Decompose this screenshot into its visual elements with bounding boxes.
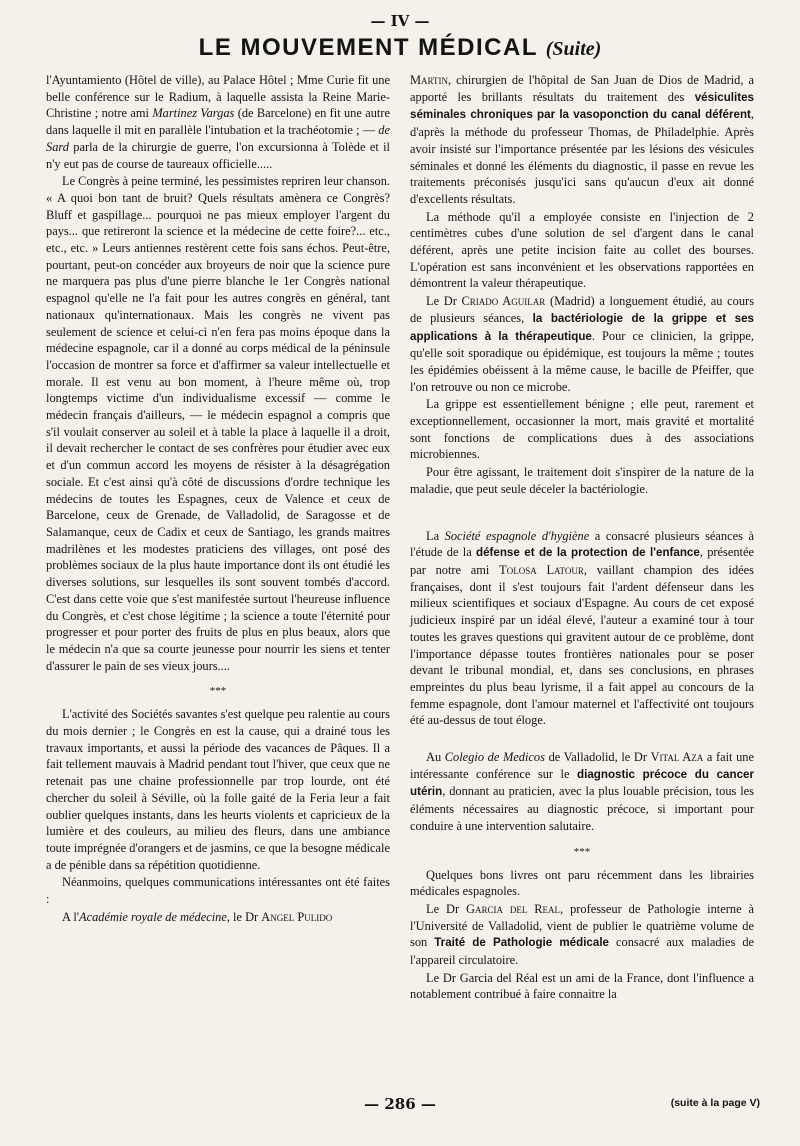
spacer xyxy=(410,729,754,749)
text: , le Dr xyxy=(226,909,262,924)
spacer xyxy=(410,498,754,528)
text: (de Barcelone) en fit une autre dans laquelle il mit en parallèle l'intubation et la trachéotomie ; — xyxy=(46,106,390,138)
title-text: LE MOUVEMENT MÉDICAL xyxy=(198,34,538,61)
institution-name: Colegio de Medicos xyxy=(444,750,545,765)
person-name: Vital Aza xyxy=(650,750,704,765)
paragraph xyxy=(410,901,754,969)
book-title: Traité de Pathologie médicale xyxy=(434,936,609,950)
text: , d'après la méthode du professeur Thomas, de Philadelphie. Après avoir insisté sur l'importance présentée par les lésions des vésicules séminales et donné les éléments du diagnostic, il passe en revue les traitements préconisés jusqu'ici sans qu'aucun d'eux ait donné d'excellents résultats. xyxy=(410,107,754,206)
text: consacré aux maladies de l'appareil circulatoire. xyxy=(410,935,755,968)
text: parla de la chirurgie de guerre, l'on excursionna à Tolède et il n'y eut pas de course de taureaux officielle..... xyxy=(46,139,390,171)
person-name: Tolosa Latour xyxy=(499,562,584,577)
paragraph xyxy=(410,528,754,729)
topic-title: la bactériologie de la grippe et ses applications à la thérapeutique xyxy=(410,311,754,343)
continuation-note: (suite à la page V) xyxy=(670,1097,760,1109)
text: , donnant au praticien, avec la plus louable précision, tous les éléments nécessaires au diagnostic précoce, si important pour conduire à une intervention salutaire. xyxy=(410,784,754,833)
person-name: de Sard xyxy=(46,123,390,154)
text: A l' xyxy=(62,909,80,924)
text: de Valladolid, le Dr xyxy=(544,750,651,765)
text: (Madrid) a longuement étudié, au cours de plusieurs séances, xyxy=(410,294,755,325)
text: , présentée par notre ami xyxy=(410,545,754,577)
text: a fait une intéressante conférence sur le xyxy=(410,750,754,781)
text: , vaillant champion des idées françaises, dont il s'est toujours fait l'ardent défenseur dans les milieux scientifiques et sociaux d'Espagne. Au cours de cet exposé judicieux inspiré par un idéal élevé, l'auteur a examiné tour à tour toutes les graves questions qui gravitent autour de ce problème, dont l'importance dépasse toutes frontières nationales pour se poser devant le tribunal mondial, et, dans ses conclusions, en phrases empreintes du plus beau lyrisme, il a fait appel au concours de la femme espagnole, dont l'amour maternel et l'affectivité ont toujours été au-dessus de tout éloge. xyxy=(410,562,754,728)
text: , professeur de Pathologie interne à l'Université de Valladolid, vient de publier le quatrième volume de son xyxy=(410,901,754,950)
paragraph: Le Congrès à peine terminé, les pessimistes repriren leur chanson. « A quoi bon tant de bruit? Quels résultats amènera ce Congrès? Bluff et gaspillage... pourquoi ne pas mieux employer l'argent du pays... que retireront la science et la médecine de cette foire?... etc., etc., etc. » Leurs antiennes restèrent cette fois sans échos. Peut-être, pourtant, peut-on concéder aux broyeurs de noir que la science pure ne marquera pas plus d'une pierre blanche le 1er Congrès national espagnol qu'elle ne l'a fait pour les autres congrès en général, tant nationaux qu'internationaux. Mais les congrès ne vivent pas seulement de science et celui-ci n'en fera pas moins époque dans la médecine espagnole, car il a donné au corps médical de la péninsule l'occasion de montrer sa force et d'affirmer sa valeur intellectuelle et morale. Il est venu au bon moment, à l'heure même où, trop longtemps victime d'un individualisme excessif — comme le médecin français d'ailleurs, — le médecin espagnol a compris que s'il voulait conserver au soleil et à table la place à laquelle il a droit, il devait rechercher le contact de ses confrères pour étudier avec eux et d'un commun accord les moyens de résister à la désagrégation sociale. Et c'est ainsi qu'à côté de discussions d'ordre technique les médecins de toutes les Espagnes, ceux de Valence et ceux de Barcelone, ceux de Grenade, de Valladolid, de Saragosse et de Salamanque, ceux de Cadix et ceux de Santiago, les grands maitres madrilènes et les modestes praticiens des villages, ont posé des problèmes sociaux de la plus haute importance dont ils ont étudié les diverses solutions, sur lesquelles ils sont souvent tombés d'accord. C'est dans cette voie que s'est manifestée surtout l'heureuse influence du Congrès, et c'est chose légitime ; la science a toute l'éternité pour progresser et pour porter des fruits de plus en plus beaux, alors que le médecin n'a que sa courte jeunesse pour nourrir les siens et tenter d'assurer le pain de ses vieux jours.... xyxy=(46,174,390,673)
paragraph: La méthode qu'il a employée consiste en l'injection de 2 centimètres cubes d'une solution de sel d'argent dans le canal déférent, après une petite incision faite au collet des bourses. L'opération est sans inconvénient et les observations rapportées en démontrent la valeur thérapeutique. xyxy=(410,209,754,291)
text: a consacré plusieurs séances à l'étude de la xyxy=(410,528,754,560)
paragraph: Le Dr Garcia del Réal est un ami de la France, dont l'influence a notablement contribué à faire connaitre la xyxy=(410,970,754,1002)
topic-title: vésiculites séminales chroniques par la vasoponction du canal déférent xyxy=(410,90,754,122)
section-separator: *** xyxy=(573,845,591,858)
paragraph: La grippe est essentiellement bénigne ; elle peut, rarement et exceptionnellement, occasionner la mort, mais gravité et mortalité sont fonctions de complications dues à des associations microbiennes. xyxy=(410,397,754,462)
paragraph: Pour être agissant, le traitement doit s'inspirer de la nature de la maladie, que peut seule déceler la bactériologie. xyxy=(410,465,754,496)
page-title xyxy=(0,34,800,62)
text: Le Dr xyxy=(426,294,462,309)
person-name: Criado Aguilar xyxy=(461,294,546,309)
right-column xyxy=(410,72,754,1003)
text: l'Ayuntamiento (Hôtel de ville), au Palace Hôtel ; Mme Curie fit une belle conférence sur le Radium, à laquelle assista la Reine Marie-Christine ; notre ami xyxy=(46,73,390,121)
topic-title: diagnostic précoce du cancer utérin xyxy=(410,767,754,799)
text: Le Dr xyxy=(426,901,466,916)
text: . Pour ce clinicien, la grippe, qu'elle soit sporadique ou épidémique, est toujours la même ; toutes les épidémies obéissent à la même cause, le bacille de Pfeiffer, que l'on retrouve ou non ce microbe. xyxy=(410,328,754,394)
institution-name: Société espagnole d'hygiène xyxy=(444,528,590,543)
person-name: Angel Pulido xyxy=(261,909,333,924)
paragraph xyxy=(46,72,390,172)
paragraph: Quelques bons livres ont paru récemment dans les librairies médicales espagnoles. xyxy=(410,867,754,899)
left-column xyxy=(46,72,390,925)
page-roman-numeral: — IV — xyxy=(370,12,430,30)
text: Au xyxy=(426,750,445,765)
section-separator: *** xyxy=(209,685,227,698)
paragraph xyxy=(46,909,390,926)
person-name: Garcia del Real xyxy=(466,901,561,916)
paragraph: Néanmoins, quelques communications intéressantes ont été faites : xyxy=(46,875,390,907)
institution-name: Académie royale de médecine xyxy=(79,909,227,924)
title-suffix: (Suite) xyxy=(545,38,602,60)
page-number: — 286 — xyxy=(364,1095,436,1113)
topic-title: défense et de la protection de l'enfance xyxy=(476,546,700,560)
paragraph: L'activité des Sociétés savantes s'est quelque peu ralentie au cours du mois dernier ; le Congrès en est la cause, qui a drainé tous les travaux importants, et aussi la période des vacances de Pâques. Il a fait tellement mauvais à Madrid pendant tout l'hiver, que ceux que ne retenait pas une chaine professionnelle par trop lourde, ont été chercher du soleil à Séville, où la folle gaité de la Feria leur a fait oublier quelques instants, dans les heurts violents et capricieux de la lumière et des couleurs, au milieu des fleurs, dans une ambiance toute imprégnée d'orangers et de jasmins, ce que la besogne médicale a de pénible dans sa répétition quotidienne. xyxy=(46,707,390,872)
person-name: Martinez Vargas xyxy=(152,106,235,121)
text: , chirurgien de l'hôpital de San Juan de Dios de Madrid, a apporté les brillants résultats du traitement des xyxy=(410,73,754,104)
paragraph xyxy=(410,293,754,395)
text: La xyxy=(426,528,445,543)
paragraph xyxy=(410,72,754,208)
paragraph xyxy=(410,749,754,835)
person-name: Martin xyxy=(410,73,448,87)
